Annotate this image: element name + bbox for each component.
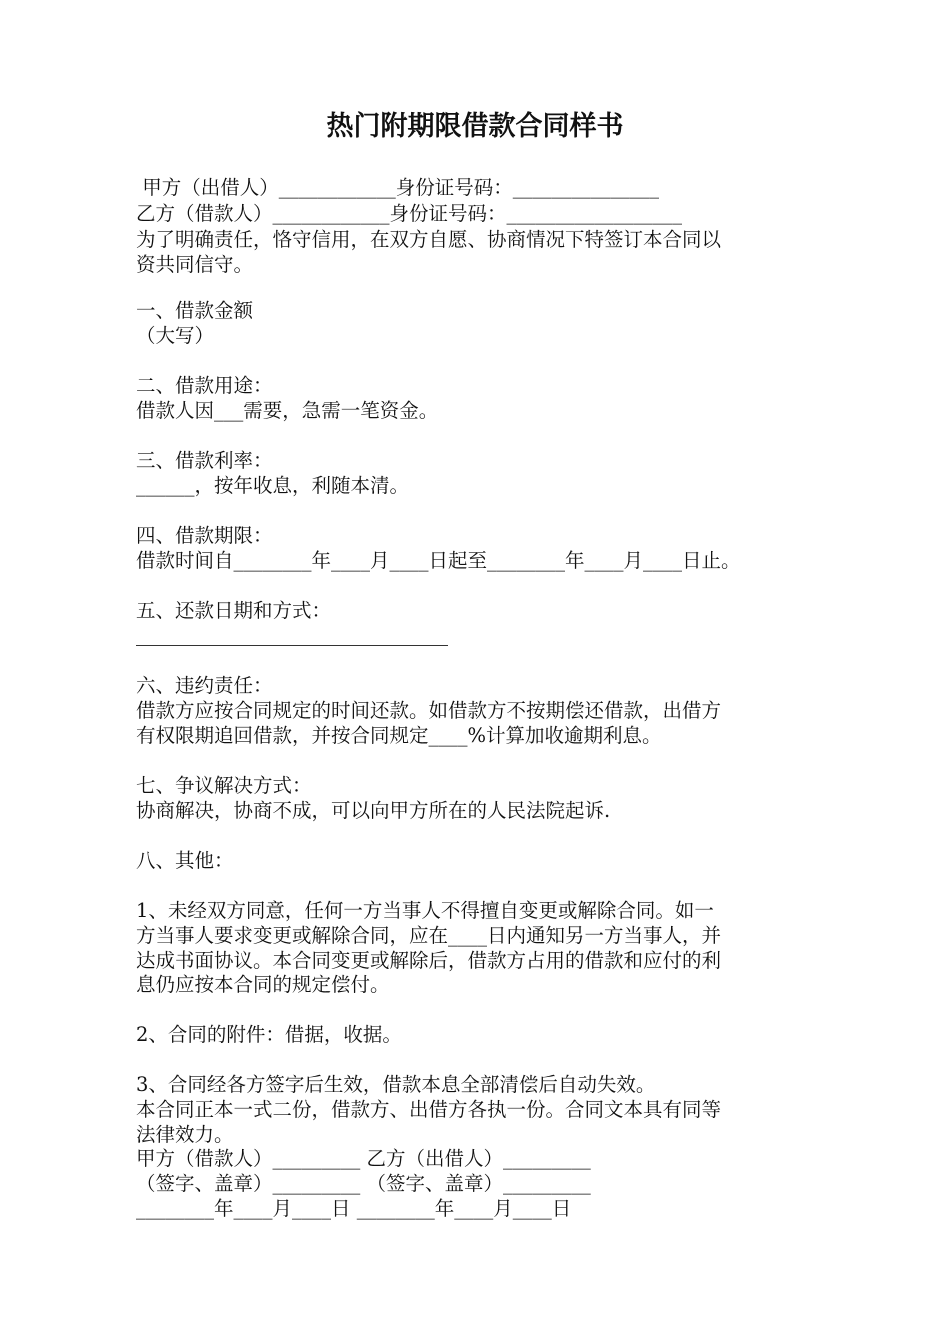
term-heading: 四、借款期限： — [136, 524, 273, 547]
signature-seal-line: （签字、盖章）_________ （签字、盖章）_________ — [136, 1172, 591, 1195]
preamble-line-1: 为了明确责任，恪守信用，在双方自愿、协商情况下特签订本合同以 — [136, 228, 722, 251]
signature-date-line: ________年____月____日 ________年____月____日 — [136, 1197, 572, 1220]
repay-heading: 五、还款日期和方式： — [136, 599, 332, 622]
repay-blank-line — [136, 645, 448, 646]
other-item-1-line-1: 1、未经双方同意，任何一方当事人不得擅自变更或解除合同。如一 — [136, 899, 714, 922]
purpose-heading: 二、借款用途： — [136, 374, 273, 397]
party-b-line: 乙方（借款人）____________身份证号码：__________________ — [136, 202, 683, 225]
copies-line-1: 本合同正本一式二份，借款方、出借方各执一份。合同文本具有同等 — [136, 1098, 722, 1121]
other-item-1-line-2: 方当事人要求变更或解除合同，应在____日内通知另一方当事人，并 — [136, 924, 722, 947]
other-heading: 八、其他： — [136, 849, 234, 872]
other-item-3: 3、合同经各方签字后生效，借款本息全部清偿后自动失效。 — [136, 1073, 656, 1096]
signature-parties-line: 甲方（借款人）_________ 乙方（出借人）_________ — [136, 1147, 591, 1170]
rate-heading: 三、借款利率： — [136, 449, 273, 472]
amount-text: （大写） — [136, 324, 215, 347]
breach-heading: 六、违约责任： — [136, 674, 273, 697]
dispute-heading: 七、争议解决方式： — [136, 774, 312, 797]
copies-line-2: 法律效力。 — [136, 1123, 234, 1146]
preamble-line-2: 资共同信守。 — [136, 253, 254, 276]
rate-text: ______，按年收息，利随本清。 — [136, 474, 410, 497]
amount-heading: 一、借款金额 — [136, 299, 254, 322]
term-text: 借款时间自________年____月____日起至________年____月____日止。 — [136, 549, 741, 572]
dispute-text: 协商解决，协商不成，可以向甲方所在的人民法院起诉. — [136, 799, 611, 822]
purpose-text: 借款人因___需要，急需一笔资金。 — [136, 399, 439, 422]
other-item-1-line-3: 达成书面协议。本合同变更或解除后，借款方占用的借款和应付的利 — [136, 949, 722, 972]
party-a-line: 甲方（出借人）____________身份证号码：_______________ — [136, 176, 659, 199]
document-title: 热门附期限借款合同样书 — [326, 111, 624, 142]
other-item-1-line-4: 息仍应按本合同的规定偿付。 — [136, 973, 390, 996]
breach-text-line-2: 有权限期追回借款，并按合同规定____%计算加收逾期利息。 — [136, 724, 662, 747]
other-item-2: 2、合同的附件：借据，收据。 — [136, 1023, 402, 1046]
breach-text-line-1: 借款方应按合同规定的时间还款。如借款方不按期偿还借款，出借方 — [136, 699, 722, 722]
